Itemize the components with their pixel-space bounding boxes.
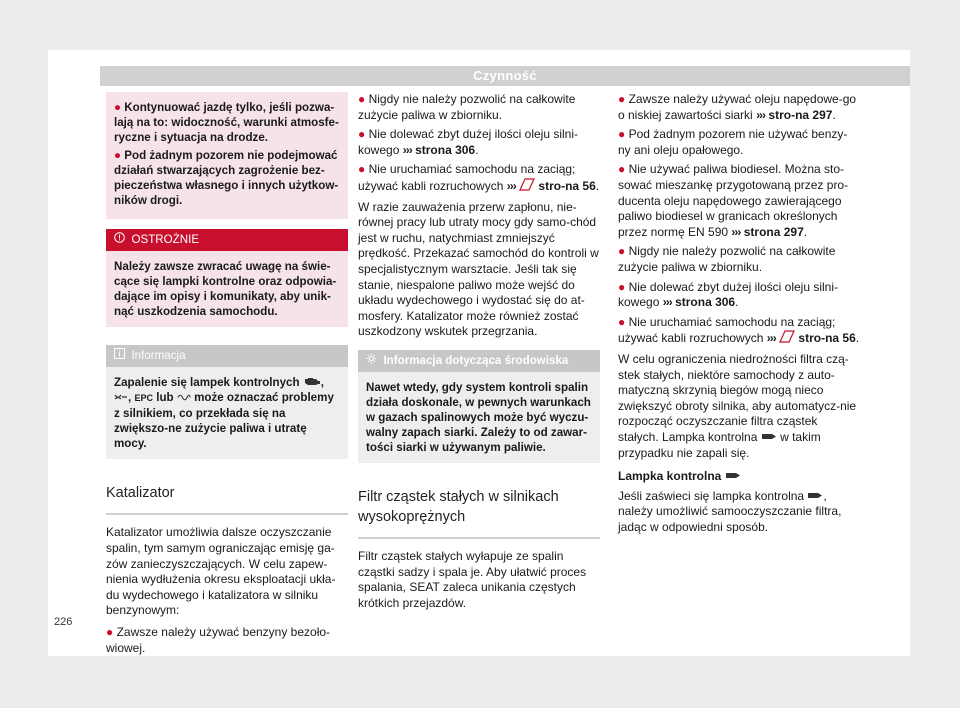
caution-box bbox=[106, 229, 348, 327]
page-number: 226 bbox=[54, 616, 73, 628]
page-reference-link[interactable]: strona 306 bbox=[675, 295, 736, 310]
info-square-icon bbox=[114, 345, 125, 367]
book-warning-icon bbox=[779, 330, 795, 348]
list-item: ● Nigdy nie należy pozwolić na całkowite zużycie paliwa w zbiorniku. bbox=[618, 244, 836, 274]
list-item: ● Nie uruchamiać samochodu na zaciąg; używać kabli rozruchowych ››› stro-na 56. bbox=[358, 162, 600, 195]
info-text: Zapalenie się lampek kontrolnych , , EPC lub może oznaczać problemy z silnikiem, co przekłada się na zwiększo-ne zużycie paliwa i utratę mocy. bbox=[114, 376, 334, 451]
info-box bbox=[106, 345, 348, 459]
section-title-catalyst: Katalizator bbox=[106, 483, 348, 515]
column-middle bbox=[358, 92, 600, 617]
caution-text: Należy zawsze zwracać uwagę na świe-cące się lampki kontrolne oraz odpowia-dające im opisy i komunikaty, aby unik-nąć uszkodzenia samochodu. bbox=[114, 260, 337, 318]
epc-icon: EPC bbox=[134, 393, 153, 404]
warning-continuation-box bbox=[106, 92, 348, 219]
list-item: ● Zawsze należy używać benzyny bezoło-wiowej. bbox=[106, 625, 331, 655]
list-item: ● Nie dolewać zbyt dużej ilości oleju silni-kowego ››› strona 306. bbox=[618, 279, 839, 310]
particle-filter-icon bbox=[761, 430, 777, 446]
glow-plug-icon bbox=[114, 391, 128, 406]
page-reference-link[interactable]: strona 297 bbox=[743, 224, 804, 239]
list-item: ● Nie uruchamiać samochodu na zaciąg; używać kabli rozruchowych ››› stro-na 56. bbox=[618, 315, 860, 348]
subtitle-warning-lamp: Lampka kontrolna bbox=[618, 469, 860, 485]
book-warning-icon bbox=[519, 178, 535, 196]
column-left bbox=[106, 92, 348, 660]
list-item: ● Nie używać paliwa biodiesel. Można sto-sować mieszankę przygotowaną przez pro-ducenta oleju napędowego zawierającego paliwo biodiesel w granicach określonych przez normę EN 590 ››› strona 297. bbox=[618, 162, 849, 239]
particle-filter-icon bbox=[725, 469, 741, 485]
paragraph: Katalizator umożliwia dalsze oczyszczanie spalin, tym samym ograniczając emisję ga-zów zanieczyszczających. W celu zapew-nienia wydłużenia okresu eksploatacji ukła-du wydechowego i katalizatora w silniku benzynowym: bbox=[106, 525, 336, 618]
exclamation-circle-icon bbox=[114, 229, 125, 251]
column-right bbox=[618, 92, 860, 542]
leaf-icon bbox=[366, 350, 377, 372]
list-item: ● Pod żadnym pozorem nie podejmować działań stwarzających zagrożenie bez-pieczeństwa własnego i innych użytkow-ników drogi. bbox=[114, 149, 339, 207]
page-reference-link[interactable]: stro-na 56 bbox=[798, 331, 856, 346]
paragraph: W celu ograniczenia niedrożności filtra czą-stek stałych, niektóre samochody z auto-matyczną skrzynią biegów mogą nieco zwiększyć obroty silnika, aby automatycz-nie rozpocząć oczyszczanie filtra cząstek stałych. Lampka kontrolna w takim przypadku nie zapali się. bbox=[618, 351, 857, 460]
page-reference-link[interactable]: strona 306 bbox=[415, 142, 476, 157]
environment-info-header: Informacja dotycząca środowiska bbox=[358, 350, 600, 372]
environment-info-text: Nawet wtedy, gdy system kontroli spalin działa doskonale, w pewnych warunkach w gazach spalinowych może być wyczu-walny zapach siarki. Zależy to od zawar-tości siarki w używanym paliwie. bbox=[366, 380, 591, 454]
list-item: ● Zawsze należy używać oleju napędowe-go o niskiej zawartości siarki ››› stro-na 297. bbox=[618, 92, 857, 122]
list-item: ● Pod żadnym pozorem nie używać benzy-ny ani oleju opałowego. bbox=[618, 127, 848, 157]
section-title-particle-filter: Filtr cząstek stałych w silnikach wysokoprężnych bbox=[358, 487, 600, 539]
paragraph: Filtr cząstek stałych wyłapuje ze spalin cząstki sadzy i spala je. Aby ułatwić proces spalania, SEAT zaleca unikania częstych krótkich przejazdów. bbox=[358, 548, 587, 610]
list-item: ● Nigdy nie należy pozwolić na całkowite zużycie paliwa w zbiorniku. bbox=[358, 92, 576, 122]
engine-warning-icon bbox=[303, 375, 321, 390]
page-reference-link[interactable]: stro-na 297 bbox=[768, 107, 833, 122]
list-item: ● Nie dolewać zbyt dużej ilości oleju silni-kowego ››› strona 306. bbox=[358, 127, 579, 157]
glow-plug-coil-icon bbox=[177, 391, 191, 406]
list-item: ● Kontynuować jazdę tylko, jeśli pozwa-lają na to: widoczność, warunki atmosfe-ryczne i sytuacja na drodze. bbox=[114, 101, 339, 144]
paragraph: Jeśli zaświeci się lampka kontrolna , należy umożliwić samooczyszczanie filtra, jadąc w odpowiedni sposób. bbox=[618, 488, 842, 534]
page-header: Czynność bbox=[100, 66, 910, 86]
info-header: Informacja bbox=[106, 345, 348, 367]
particle-filter-icon bbox=[807, 489, 823, 505]
paragraph: W razie zauważenia przerw zapłonu, nie-równej pracy lub utraty mocy gdy samo-chód jest w ruchu, natychmiast zmniejszyć prędkość. Przekazać samochód do kontroli w specjalistycznym warsztacie. Jeśli tak się stanie, niespalone paliwo może wejść do układu wydechowego i wydostać się do at-mosfery. Katalizator może również zostać uszkodzony wskutek przegrzania. bbox=[358, 199, 599, 339]
caution-header: OSTROŻNIE bbox=[106, 229, 348, 251]
environment-info-box bbox=[358, 350, 600, 463]
page-reference-link[interactable]: stro-na 56 bbox=[538, 178, 596, 193]
manual-page bbox=[48, 50, 910, 656]
